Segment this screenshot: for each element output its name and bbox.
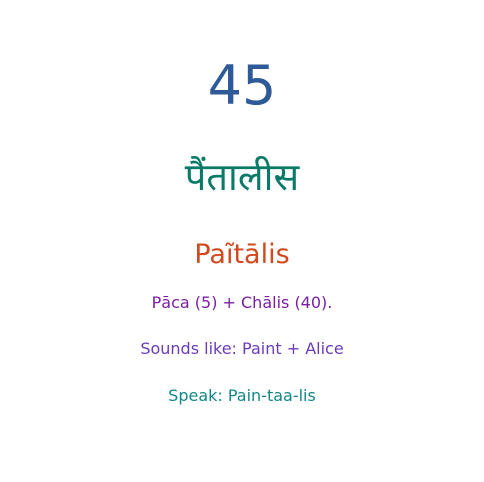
sounds-like-hint: Sounds like: Paint + Alice xyxy=(140,339,344,358)
numeral: 45 xyxy=(207,54,277,117)
transliteration: Paĩtālis xyxy=(194,239,290,270)
word-breakdown: Pāca (5) + Chālis (40). xyxy=(151,293,333,312)
hindi-word: पैंतालीस xyxy=(184,155,300,199)
pronunciation-guide: Speak: Pain-taa-lis xyxy=(168,386,316,405)
